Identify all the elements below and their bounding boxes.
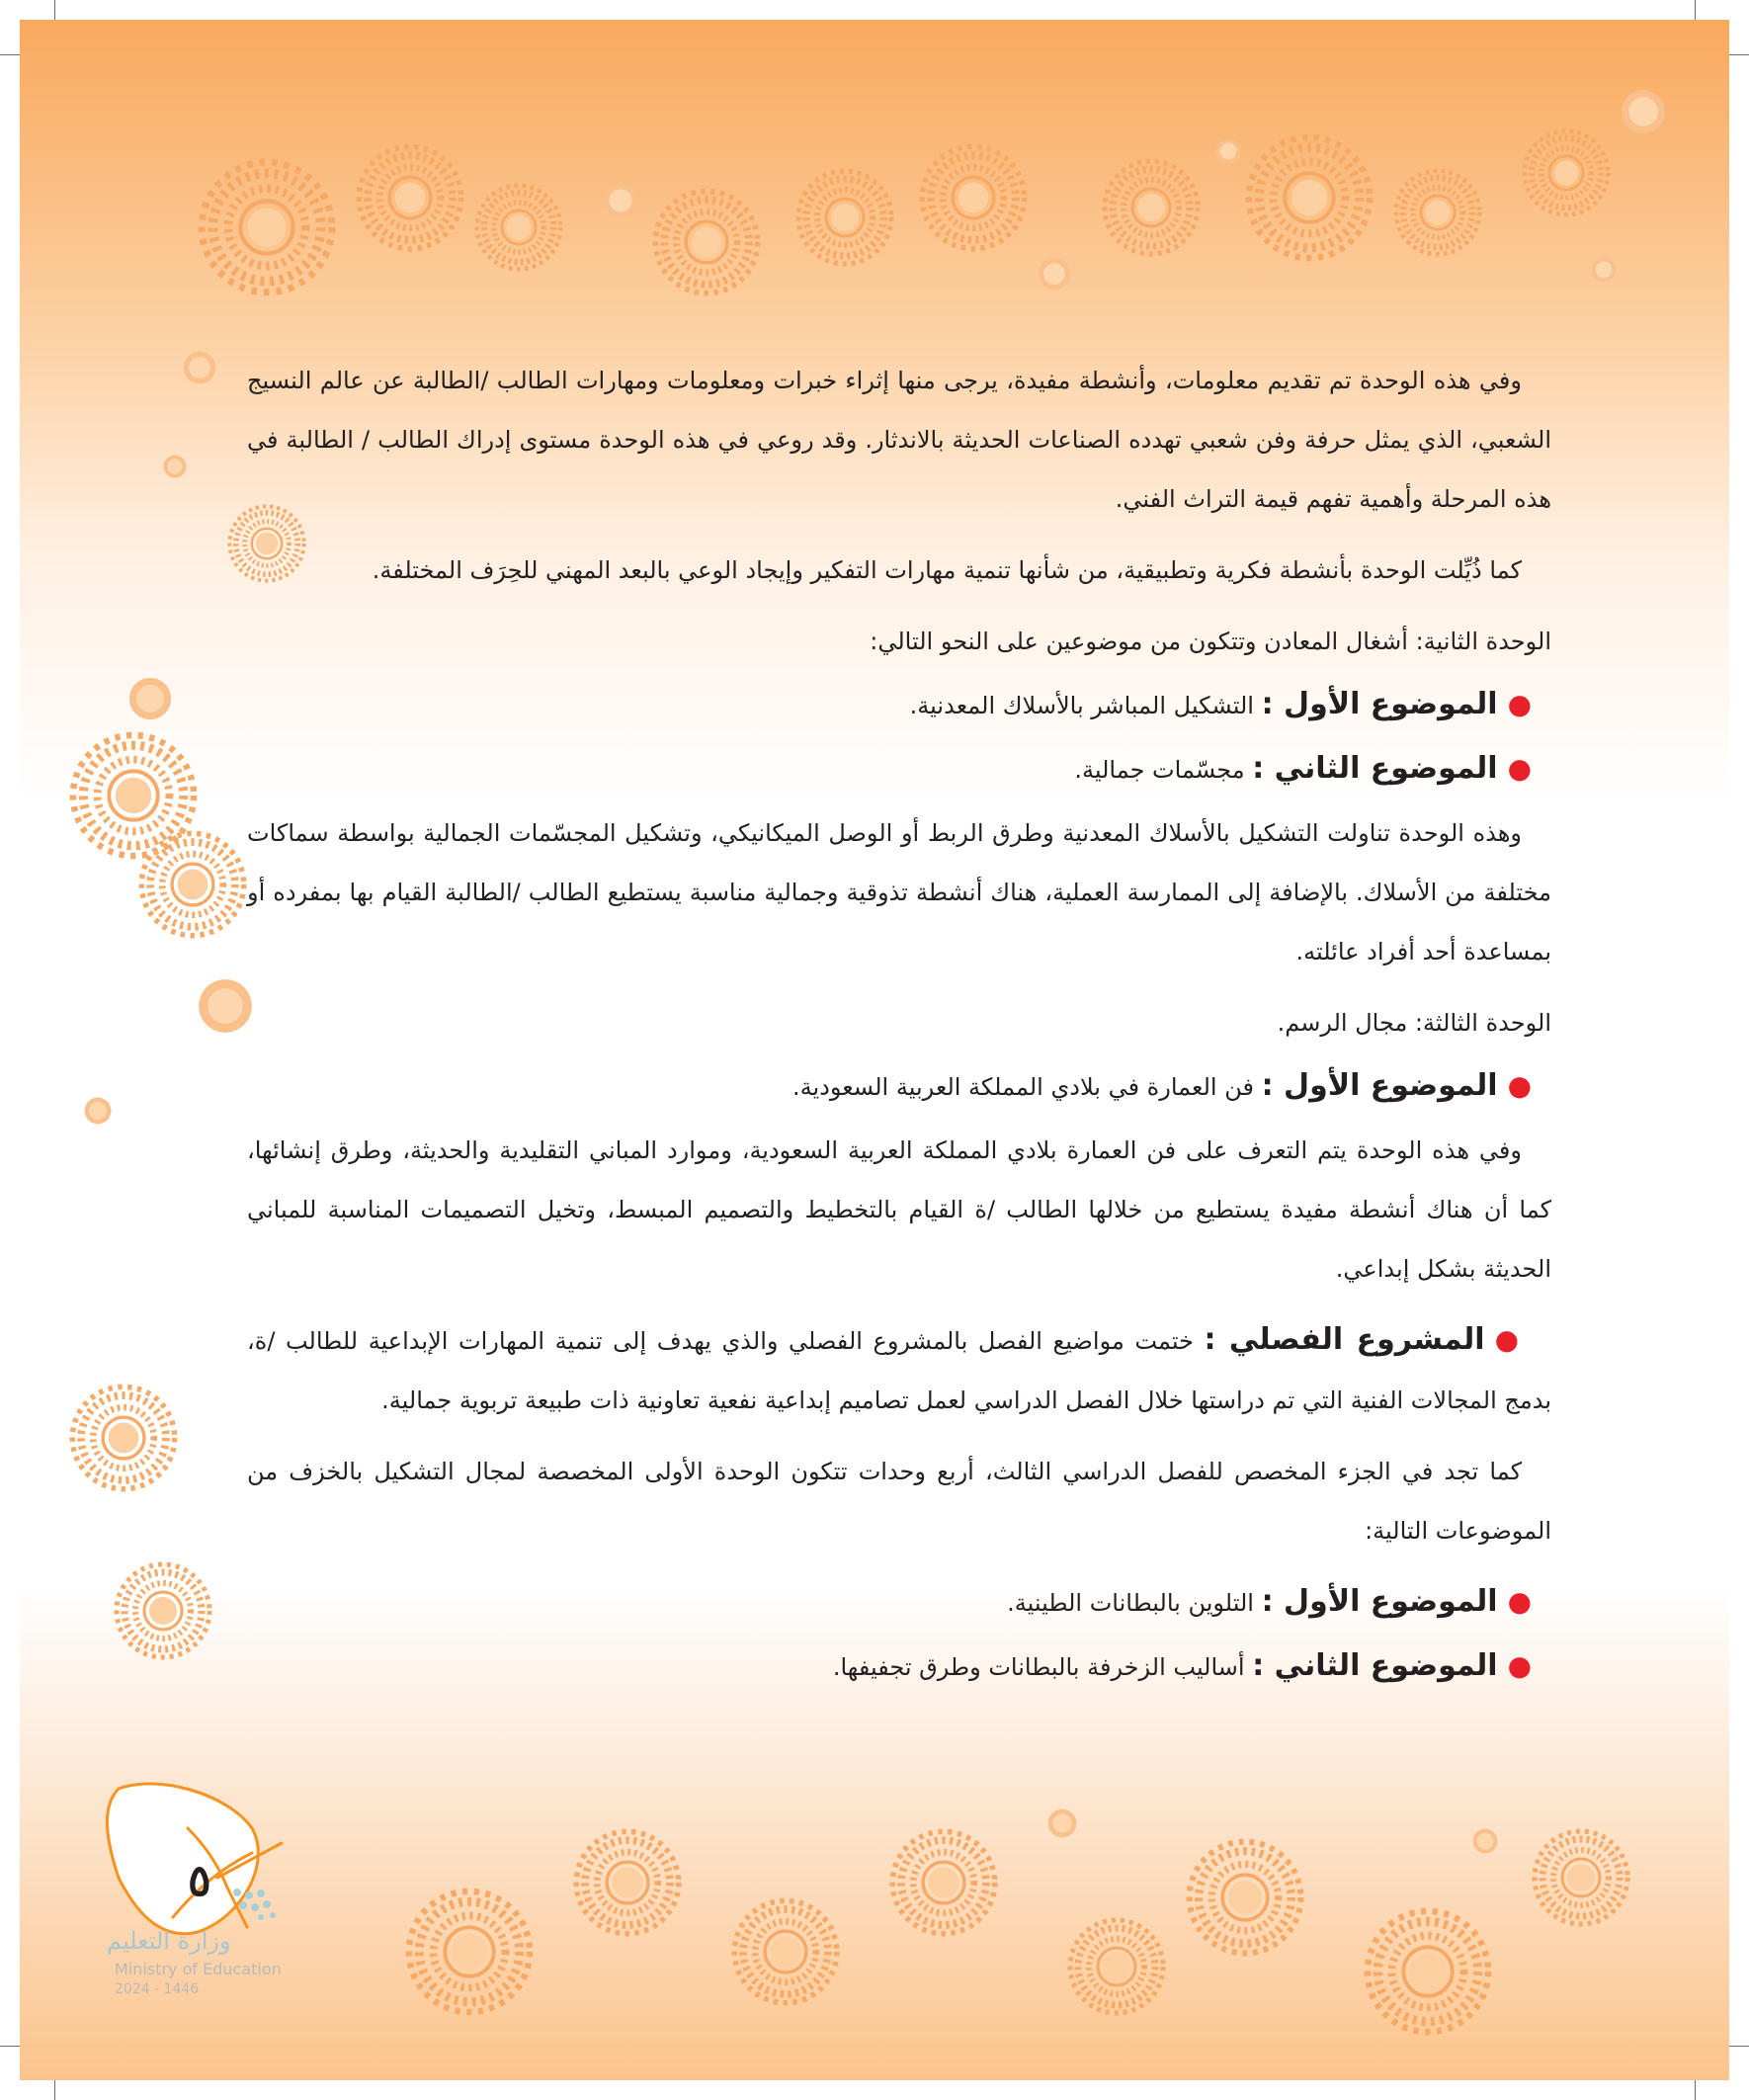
topic-label: الموضوع الأول : xyxy=(1261,1068,1498,1103)
topic-text: فن العمارة في بلادي المملكة العربية السعودية. xyxy=(791,1073,1254,1101)
paragraph-unit2-desc: وهذه الوحدة تناولت التشكيل بالأسلاك المعدنية وطرق الربط أو الوصل الميكانيكي، وتشكيل المجسّمات الجمالية بواسطة سماكات مختلفة من الأسلاك. بالإضافة إلى الممارسة العملية، هناك أنشطة تذوقية وجمالية مناسبة يستطيع الطالب /الطالبة القيام بها بمفرده أو بمساعدة أحد أفراد عائلته. xyxy=(247,819,1551,966)
bullet-icon: ● xyxy=(1507,752,1532,785)
ministry-logo-arabic: وزارة التعليم xyxy=(107,1927,231,1955)
project-text: ختمت مواضيع الفصل بالمشروع الفصلي والذي يهدف إلى تنمية المهارات الإبداعية للطالب /ة، بدمج المجالات الفنية التي تم دراستها خلال الفصل الدراسي لعمل تصاميم إبداعية نفعية تعاونية ذات طبيعة تربوية جمالية. xyxy=(247,1327,1551,1414)
decorative-dot-icon xyxy=(198,978,253,1034)
decorative-sun-icon xyxy=(114,1561,212,1660)
ministry-logo-english: Ministry of Education xyxy=(115,1960,282,1978)
decorative-dot-icon xyxy=(183,351,216,384)
decorative-sun-icon xyxy=(1102,158,1201,257)
bullet-icon: ● xyxy=(1507,1649,1532,1682)
bullet-icon: ● xyxy=(1507,1585,1532,1618)
bullet-icon: ● xyxy=(1494,1323,1522,1356)
unit3-heading: الوحدة الثالثة: مجال الرسم. xyxy=(1277,1009,1551,1037)
decorative-sun-icon xyxy=(1532,1828,1630,1927)
decorative-dot-icon xyxy=(1047,1808,1077,1838)
list-item xyxy=(247,1637,1551,1697)
decorative-sun-icon xyxy=(573,1828,682,1937)
decorative-sun-icon xyxy=(1364,1907,1492,2036)
decorative-sun-icon xyxy=(138,830,247,939)
decorative-dot-icon xyxy=(1472,1828,1498,1854)
page xyxy=(20,20,1729,2080)
decorative-sun-icon xyxy=(919,143,1028,252)
unit2-heading: الوحدة الثانية: أشغال المعادن وتتكون من موضوعين على النحو التالي: xyxy=(870,628,1551,655)
decorative-dot-icon xyxy=(1591,257,1617,283)
page-number: ٥ xyxy=(188,1856,211,1906)
bullet-icon: ● xyxy=(1507,688,1532,720)
decorative-sun-icon xyxy=(1186,1838,1304,1957)
list-item xyxy=(247,675,1551,735)
decorative-sun-icon xyxy=(889,1828,998,1937)
decorative-dot-icon xyxy=(128,677,172,720)
paragraph-term3: كما تجد في الجزء المخصص للفصل الدراسي الثالث، أربع وحدات تتكون الوحدة الأولى المخصصة لمجال التشكيل بالخزف من الموضوعات التالية: xyxy=(247,1458,1551,1545)
decorative-sun-icon xyxy=(1245,133,1374,262)
list-item xyxy=(247,1056,1551,1117)
paragraph-intro: وفي هذه الوحدة تم تقديم معلومات، وأنشطة مفيدة، يرجى منها إثراء خبرات ومعلومات ومهارات الطالب /الطالبة عن عالم النسيج الشعبي، الذي يمثل حرفة وفن شعبي تهدده الصناعات الحديثة بالاندثار. وقد روعي في هذه الوحدة مستوى إدراك الطالب / الطالبة في هذه المرحلة وأهمية تفهم قيمة التراث الفني. xyxy=(247,367,1551,513)
topic-label: الموضوع الأول : xyxy=(1261,1584,1498,1619)
topic-label: الموضوع الأول : xyxy=(1261,687,1498,721)
project-label: المشروع الفصلي : xyxy=(1204,1322,1485,1357)
topic-label: الموضوع الثاني : xyxy=(1252,1648,1498,1683)
decorative-dot-icon xyxy=(1621,89,1666,134)
decorative-sun-icon xyxy=(198,158,336,296)
topic-label: الموضوع الثاني : xyxy=(1252,751,1498,786)
ministry-logo-year: 2024 - 1446 xyxy=(115,1981,200,1997)
main-text xyxy=(247,351,1551,1701)
decorative-sun-icon xyxy=(356,143,464,252)
decorative-dot-icon xyxy=(1038,257,1071,291)
list-item xyxy=(247,1572,1551,1633)
paragraph-project xyxy=(247,1310,1551,1430)
decorative-dot-icon xyxy=(84,1097,112,1125)
topic-text: أساليب الزخرفة بالبطانات وطرق تجفيفها. xyxy=(832,1653,1245,1681)
decorative-sun-icon xyxy=(474,183,563,272)
decorative-sun-icon xyxy=(1067,1917,1166,2016)
topic-text: مجسّمات جمالية. xyxy=(1074,756,1245,784)
decorative-sun-icon xyxy=(731,1897,840,2006)
decorative-sun-icon xyxy=(1522,128,1611,217)
bullet-icon: ● xyxy=(1507,1069,1532,1102)
paragraph-unit3-desc: وفي هذه الوحدة يتم التعرف على فن العمارة بلادي المملكة العربية السعودية، وموارد المباني التقليدية والحديثة، وطرق إنشائها، كما أن هناك أنشطة مفيدة يستطيع من خلالها الطالب /ة القيام بالتخطيط والتصميم المبسط، وتخيل التصميمات المناسبة للمباني الحديثة بشكل إبداعي. xyxy=(247,1136,1551,1283)
topic-text: التلوين بالبطانات الطينية. xyxy=(1007,1589,1254,1617)
decorative-dot-icon xyxy=(603,183,638,218)
decorative-sun-icon xyxy=(795,168,894,267)
decorative-dot-icon xyxy=(163,455,187,478)
list-item xyxy=(247,739,1551,799)
decorative-sun-icon xyxy=(405,1888,534,2016)
decorative-sun-icon xyxy=(652,188,761,296)
decorative-dot-icon xyxy=(1215,138,1241,164)
paragraph-activities: كما ذُيِّلت الوحدة بأنشطة فكرية وتطبيقية، من شأنها تنمية مهارات التفكير وإيجاد الوعي بالبعد المهني للحِرَف المختلفة. xyxy=(372,556,1522,584)
decorative-sun-icon xyxy=(69,1384,178,1492)
decorative-sun-icon xyxy=(1393,168,1482,257)
topic-text: التشكيل المباشر بالأسلاك المعدنية. xyxy=(909,692,1254,719)
